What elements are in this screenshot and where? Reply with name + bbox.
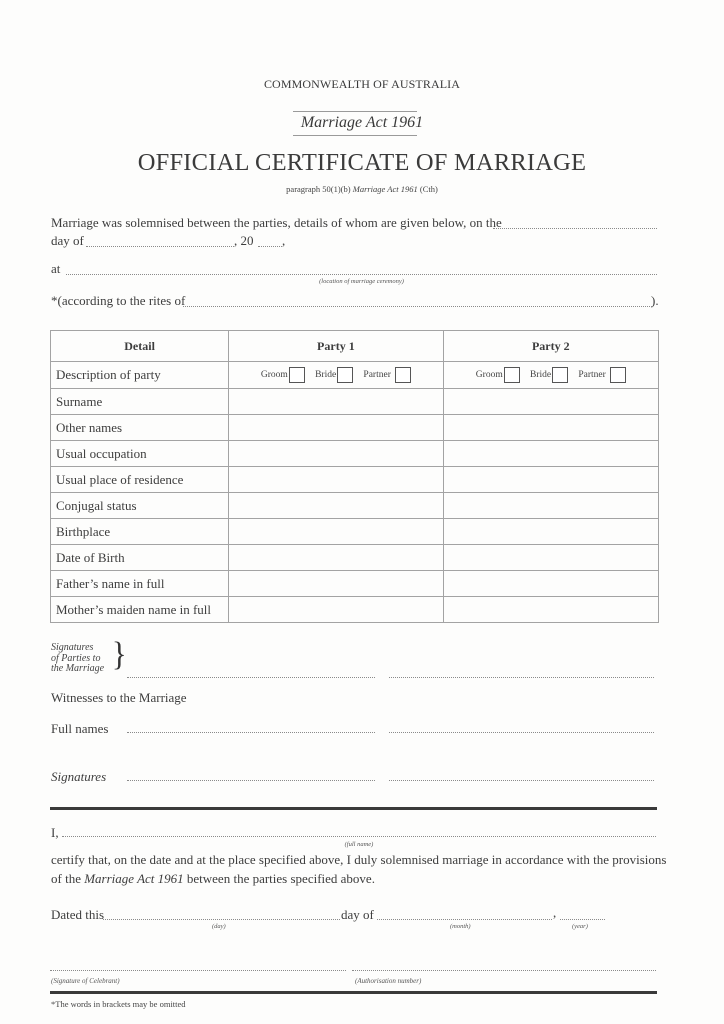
divider	[293, 111, 417, 112]
party-2-mother-name-field[interactable]	[443, 597, 658, 623]
party-1-partner-checkbox[interactable]	[395, 367, 411, 383]
intro-year-prefix: , 20	[234, 233, 254, 248]
full-names-label: Full names	[51, 721, 109, 736]
table-row-conjugal-status	[51, 493, 659, 519]
party-1-bride-checkbox[interactable]	[337, 367, 353, 383]
authorisation-number-caption: (Authorisation number)	[355, 977, 422, 985]
footnote: *The words in brackets may be omitted	[51, 999, 186, 1009]
intro-comma: ,	[282, 233, 286, 248]
row-label: Date of Birth	[51, 545, 229, 571]
row-label: Birthplace	[51, 519, 229, 545]
witnesses-heading: Witnesses to the Marriage	[51, 690, 187, 705]
location-field[interactable]	[66, 274, 657, 275]
celebrant-full-name-field[interactable]	[62, 836, 656, 837]
dated-this-label: Dated this	[51, 907, 105, 922]
date-day-field[interactable]	[493, 228, 657, 229]
text: between the parties specified above.	[183, 871, 375, 886]
header-party-1: Party 1	[229, 331, 443, 362]
party-1-residence-field[interactable]	[229, 467, 443, 493]
certification-statement-line-1: certify that, on the date and at the place specified above, I duly solemnised marriage in accordance with the provisions	[51, 852, 667, 867]
table-row-mother-name	[51, 597, 659, 623]
party-2-birthplace-field[interactable]	[443, 519, 658, 545]
certification-statement-line-2	[51, 871, 375, 887]
witness-2-name-field[interactable]	[389, 732, 654, 733]
party-1-description	[229, 362, 443, 389]
party-1-groom-option[interactable]	[261, 367, 305, 383]
certificate-title: OFFICIAL CERTIFICATE OF MARRIAGE	[137, 149, 587, 176]
text: of the	[51, 871, 85, 886]
legal-reference	[0, 184, 724, 194]
witness-1-signature-field[interactable]	[127, 780, 375, 781]
full-name-caption: (full name)	[344, 841, 374, 848]
table-row-residence	[51, 467, 659, 493]
party-1-groom-checkbox[interactable]	[289, 367, 305, 383]
month-caption: (month)	[450, 923, 471, 930]
table-header-row	[51, 331, 659, 362]
at-label: at	[51, 261, 61, 276]
party-1-bride-option[interactable]	[315, 367, 353, 383]
jurisdiction-heading: COMMONWEALTH OF AUSTRALIA	[263, 77, 461, 91]
row-label: Usual place of residence	[51, 467, 229, 493]
party-2-other-names-field[interactable]	[443, 415, 658, 441]
location-caption: (location of marriage ceremony)	[319, 278, 404, 285]
dated-day-field[interactable]	[103, 919, 340, 920]
table-row-father-name	[51, 571, 659, 597]
section-divider	[50, 807, 657, 810]
dated-year-field[interactable]	[560, 919, 605, 920]
party-2-occupation-field[interactable]	[443, 441, 658, 467]
intro-day-of-label: day of	[51, 233, 84, 248]
party-2-partner-option[interactable]	[578, 367, 625, 383]
option-label: Bride	[315, 370, 337, 380]
table-row-occupation	[51, 441, 659, 467]
label-line: the Marriage	[51, 663, 105, 674]
intro-line-1: Marriage was solemnised between the parties, details of whom are given below, on the	[51, 215, 502, 230]
option-label: Partner	[363, 370, 391, 380]
party-2-partner-checkbox[interactable]	[610, 367, 626, 383]
day-caption: (day)	[212, 923, 226, 930]
divider	[293, 135, 417, 136]
option-label: Groom	[475, 370, 503, 380]
party-1-father-name-field[interactable]	[229, 571, 443, 597]
act-title: Marriage Act 1961	[300, 114, 424, 131]
table-row-surname	[51, 389, 659, 415]
header-detail: Detail	[51, 331, 229, 362]
party-2-surname-field[interactable]	[443, 389, 658, 415]
year-caption: (year)	[572, 923, 588, 930]
row-label: Father’s name in full	[51, 571, 229, 597]
row-label: Other names	[51, 415, 229, 441]
row-label: Usual occupation	[51, 441, 229, 467]
table-row-description	[51, 362, 659, 389]
party-1-birthplace-field[interactable]	[229, 519, 443, 545]
parties-signature-label	[51, 643, 104, 675]
party-1-partner-option[interactable]	[363, 367, 410, 383]
table-row-birthplace	[51, 519, 659, 545]
row-label: Conjugal status	[51, 493, 229, 519]
party-2-father-name-field[interactable]	[443, 571, 658, 597]
row-label: Mother’s maiden name in full	[51, 597, 229, 623]
act-name: Marriage Act 1961	[84, 871, 184, 886]
date-comma: ,	[553, 905, 557, 920]
rites-field[interactable]	[183, 306, 652, 307]
rites-close: ).	[651, 293, 659, 308]
dated-month-field[interactable]	[377, 919, 552, 920]
reference-suffix: (Cth)	[417, 184, 438, 194]
option-label: Bride	[529, 370, 552, 380]
witness-signatures-label: Signatures	[51, 769, 107, 784]
party-1-other-names-field[interactable]	[229, 415, 443, 441]
party-1-occupation-field[interactable]	[229, 441, 443, 467]
label-line: Signatures	[51, 642, 94, 653]
day-of-label: day of	[341, 907, 374, 922]
party-2-residence-field[interactable]	[443, 467, 658, 493]
party-2-description	[443, 362, 658, 389]
party-1-surname-field[interactable]	[229, 389, 443, 415]
celebrant-signature-caption: (Signature of Celebrant)	[51, 977, 120, 985]
party-1-conjugal-status-field[interactable]	[229, 493, 443, 519]
reference-prefix: paragraph 50(1)(b)	[286, 184, 353, 194]
party-2-groom-option[interactable]	[476, 367, 520, 383]
party-1-signature-field[interactable]	[127, 677, 375, 678]
party-1-mother-name-field[interactable]	[229, 597, 443, 623]
witness-2-signature-field[interactable]	[389, 780, 654, 781]
table-row-date-of-birth	[51, 545, 659, 571]
party-2-bride-option[interactable]	[530, 367, 568, 383]
authorisation-number-field[interactable]	[352, 970, 656, 971]
party-2-groom-checkbox[interactable]	[504, 367, 520, 383]
brace-icon: }	[111, 636, 127, 673]
option-label: Groom	[260, 370, 288, 380]
witness-1-name-field[interactable]	[127, 732, 375, 733]
party-2-conjugal-status-field[interactable]	[443, 493, 658, 519]
party-details-table	[50, 330, 659, 623]
party-1-dob-field[interactable]	[229, 545, 443, 571]
row-label: Description of party	[51, 362, 229, 389]
party-2-dob-field[interactable]	[443, 545, 658, 571]
date-month-field[interactable]	[86, 246, 234, 247]
header-party-2: Party 2	[443, 331, 658, 362]
party-2-signature-field[interactable]	[389, 677, 654, 678]
rites-label: *(according to the rites of	[51, 293, 186, 308]
option-label: Partner	[578, 370, 606, 380]
reference-act: Marriage Act 1961	[352, 184, 418, 194]
celebrant-signature-field[interactable]	[50, 970, 346, 971]
label-line: of Parties to	[51, 652, 101, 664]
footer-divider	[50, 991, 657, 994]
date-year-field[interactable]	[258, 246, 282, 247]
party-2-bride-checkbox[interactable]	[552, 367, 568, 383]
row-label: Surname	[51, 389, 229, 415]
celebrant-i-label: I,	[51, 825, 59, 840]
table-row-other-names	[51, 415, 659, 441]
